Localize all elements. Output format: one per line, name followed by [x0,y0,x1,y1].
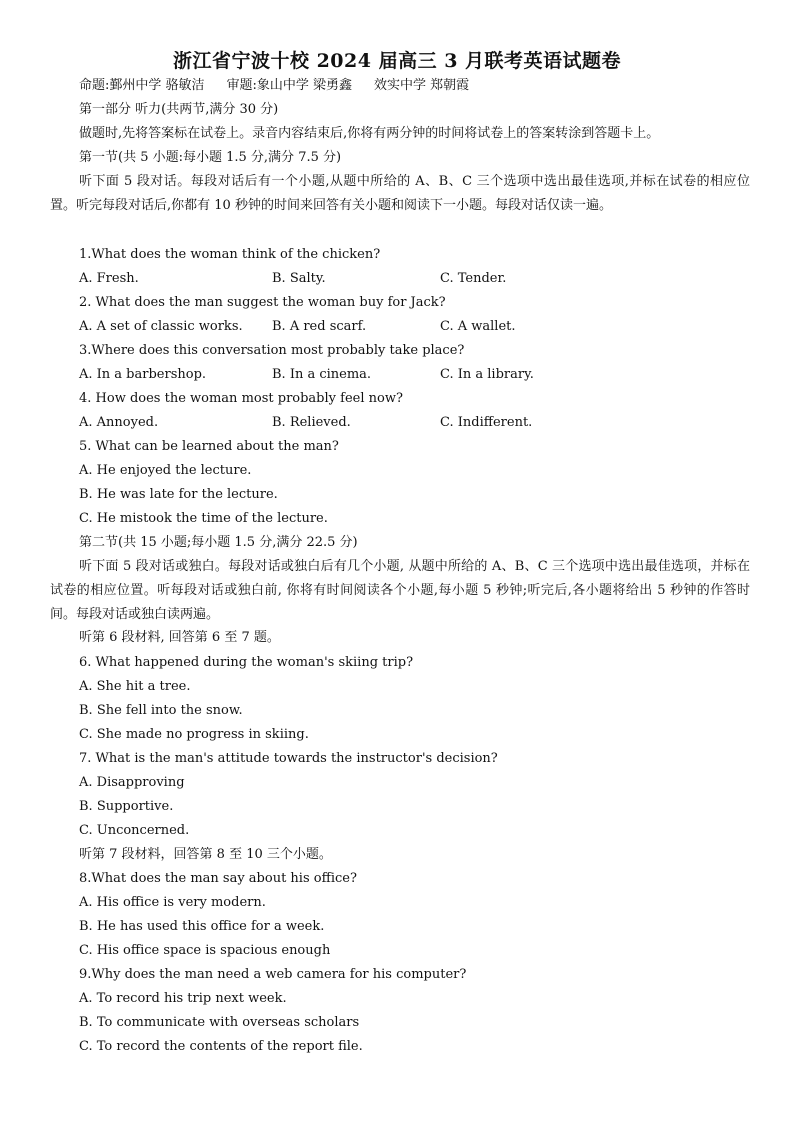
option-b: B. He was late for the lecture. [79,487,278,502]
option-c: C. Unconcerned. [79,823,190,838]
question-stem: 7. What is the man's attitude towards the instructor's decision? [79,751,498,766]
section2-instruction: 听下面 5 段对话或独白。每段对话或独白后有几个小题, 从题中所给的 A、B、C 三个选项中选出最佳选项，并标在试卷的相应位置。听每段对话或独白前, 你将有时间阅读各个小题,每小题 5 秒钟;听完后,各小题将给出 5 秒钟的作答时间。每段对话或独白读两遍。 [50,559,750,622]
option-c: C. Tender. [440,271,507,286]
question-stem: 1.What does the woman think of the chicken? [79,247,381,262]
option-c: C. His office space is spacious enough [79,943,331,958]
question-stem: 2. What does the man suggest the woman buy for Jack? [79,295,446,310]
option-a: A. Disapproving [79,775,185,790]
option-a: A. He enjoyed the lecture. [79,463,252,478]
reviewer-credit: 审题:象山中学 梁勇鑫 [226,78,353,93]
option-a: A. His office is very modern. [79,895,266,910]
option-b: B. In a cinema. [272,367,372,382]
material-7-heading: 听第 7 段材料，回答第 8 至 10 三个小题。 [79,847,332,862]
option-a: A. She hit a tree. [79,679,191,694]
credits-line [79,77,469,95]
question-stem: 8.What does the man say about his office? [79,871,357,886]
option-b: B. Salty. [272,271,326,286]
option-c: C. Indifferent. [440,415,533,430]
option-a: A. To record his trip next week. [79,991,287,1006]
section1-heading: 第一节(共 5 小题:每小题 1.5 分,满分 7.5 分) [79,150,342,165]
option-c: C. In a library. [440,367,534,382]
part1-instruction: 做题时,先将答案标在试卷上。录音内容结束后,你将有两分钟的时间将试卷上的答案转涂到答题卡上。 [79,126,660,141]
option-a: A. In a barbershop. [79,367,207,382]
option-a: A. Fresh. [79,271,139,286]
option-b: B. A red scarf. [272,319,367,334]
option-a: A. A set of classic works. [79,319,243,334]
option-c: C. He mistook the time of the lecture. [79,511,328,526]
section1-instruction: 听下面 5 段对话。每段对话后有一个小题,从题中所给的 A、B、C 三个选项中选出最佳选项,并标在试卷的相应位置。听完每段对话后,你都有 10 秒钟的时间来回答有关小题和阅读下一小题。每段对话仅读一遍。 [50,174,750,213]
option-c: C. She made no progress in skiing. [79,727,309,742]
option-b: B. Relieved. [272,415,351,430]
option-b: B. She fell into the snow. [79,703,243,718]
question-stem: 6. What happened during the woman's skiing trip? [79,655,414,670]
proposer-credit: 命题:鄞州中学 骆敏洁 [79,78,205,93]
question-stem: 4. How does the woman most probably feel now? [79,391,403,406]
question-stem: 9.Why does the man need a web camera for his computer? [79,967,467,982]
option-b: B. Supportive. [79,799,174,814]
page-title: 浙江省宁波十校 2024 届高三 3 月联考英语试题卷 [172,50,622,72]
reviewer2-credit: 效实中学 郑朝霞 [374,78,470,93]
question-stem: 5. What can be learned about the man? [79,439,339,454]
section2-heading: 第二节(共 15 小题;每小题 1.5 分,满分 22.5 分) [79,535,358,550]
option-b: B. To communicate with overseas scholars [79,1015,360,1030]
option-b: B. He has used this office for a week. [79,919,325,934]
question-stem: 3.Where does this conversation most probably take place? [79,343,465,358]
option-c: C. A wallet. [440,319,516,334]
option-c: C. To record the contents of the report file. [79,1039,363,1054]
part1-heading: 第一部分 听力(共两节,满分 30 分) [79,102,279,117]
option-a: A. Annoyed. [79,415,159,430]
material-6-heading: 听第 6 段材料, 回答第 6 至 7 题。 [79,630,280,645]
